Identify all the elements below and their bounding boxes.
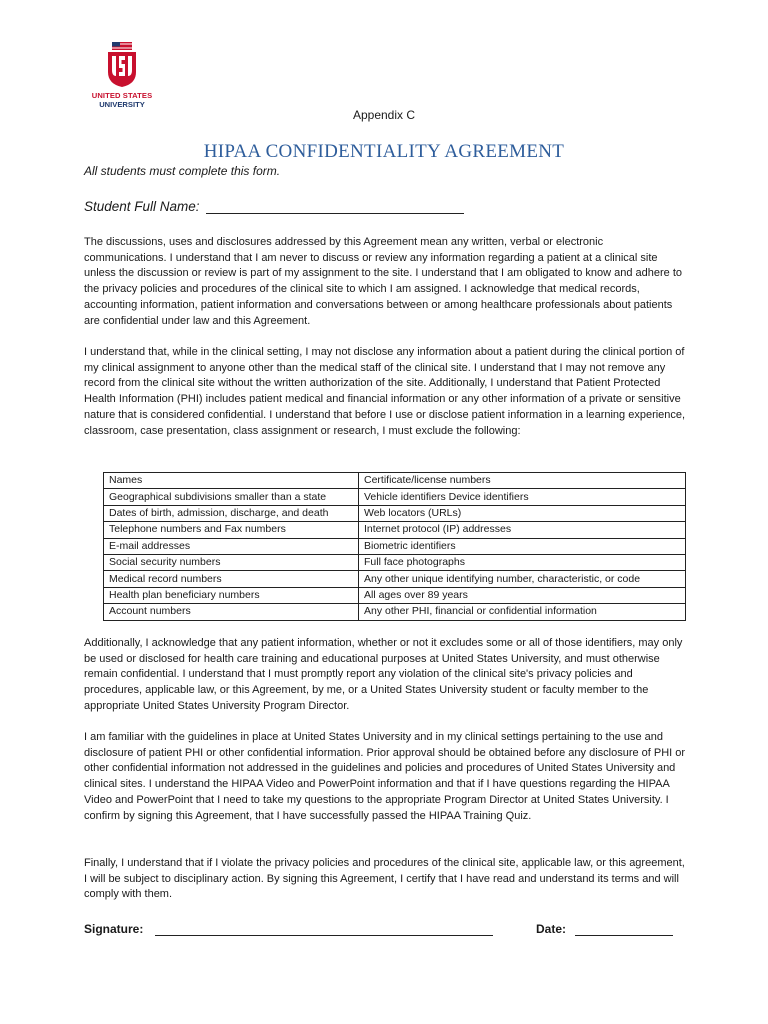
table-cell-identifier-left: Dates of birth, admission, discharge, and death [104,505,359,521]
table-cell-identifier-right: All ages over 89 years [359,587,686,603]
paragraph-disciplinary: Finally, I understand that if I violate the privacy policies and procedures of the clinical site, applicable law, or this agreement, I will be subject to disciplinary action. By signing this Agreement, I certify that I have read and understand its terms and will comply with them. [84,857,685,901]
table-cell-identifier-right: Certificate/license numbers [359,473,686,489]
table-row [104,538,686,554]
table-cell-identifier-right: Internet protocol (IP) addresses [359,522,686,538]
table-row [104,489,686,505]
table-row [104,554,686,570]
table-cell-identifier-right: Full face photographs [359,554,686,570]
page-title: HIPAA CONFIDENTIALITY AGREEMENT [203,141,565,162]
date-field[interactable] [575,921,673,936]
phi-identifiers-table [103,472,686,621]
date-row [536,921,673,936]
table-row [104,505,686,521]
usu-shield-icon [106,42,138,88]
signature-label: Signature: [84,922,144,936]
table-cell-identifier-left: Names [104,473,359,489]
table-row [104,604,686,620]
appendix-label: Appendix C [352,108,416,122]
table-cell-identifier-right: Vehicle identifiers Device identifiers [359,489,686,505]
table-cell-identifier-left: Health plan beneficiary numbers [104,587,359,603]
paragraph-acknowledgement: Additionally, I acknowledge that any patient information, whether or not it excludes some or all of those identifiers, may only be used or disclosed for health care training and educational purposes at United States University, and must otherwise remain confidential. I understand that I must promptly report any violation of the clinical site's privacy policies and procedures, applicable law, or this Agreement, by me, or a United States University student or faculty member to the appropriate United States University Program Director. [84,637,683,712]
logo-text-university: UNIVERSITY [99,100,145,109]
table-cell-identifier-left: E-mail addresses [104,538,359,554]
table-row [104,587,686,603]
signature-row [84,921,493,936]
table-cell-identifier-left: Geographical subdivisions smaller than a state [104,489,359,505]
signature-field[interactable] [155,921,493,936]
table-cell-identifier-left: Medical record numbers [104,571,359,587]
table-row [104,571,686,587]
table-row [104,473,686,489]
form-instruction: All students must complete this form. [84,164,281,178]
table-cell-identifier-left: Telephone numbers and Fax numbers [104,522,359,538]
student-name-row [84,199,464,214]
paragraph-clinical-setting: I understand that, while in the clinical setting, I may not disclose any information about a patient during the clinical portion of my clinical assignment to anyone other than the medical staff of the clinical site. I understand that I may not remove any record from the clinical site without the written authorization of the site. Additionally, I understand that Patient Protected Health Information (PHI) includes patient medical and financial information or any other information of a private or sensitive nature that is considered confidential. I understand that before I use or disclose patient information in a learning experience, classroom, case presentation, class assignment or research, I must exclude the following: [84,346,686,437]
paragraph-guidelines: I am familiar with the guidelines in place at United States University and in my clinical settings pertaining to the use and disclosure of patient PHI or other confidential information. Prior approval should be obtained before any disclosure of PHI or other confidential information not addressed in the guidelines and policies and procedures of United States University and clinical sites. I understand the HIPAA Video and PowerPoint information and that if I have questions regarding the HIPAA Video and PowerPoint that I need to take my questions to the appropriate Program Director at United States University. I confirm by signing this Agreement, that I have successfully passed the HIPAA Training Quiz. [84,731,686,822]
table-cell-identifier-right: Web locators (URLs) [359,505,686,521]
university-logo [84,42,160,112]
paragraph-disclosures: The discussions, uses and disclosures addressed by this Agreement mean any written, verbal or electronic communications. I understand that I am never to discuss or review any information regarding a patient at a clinical site unless the discussion or review is part of my assignment to the site. I understand that I am obligated to know and adhere to the privacy policies and procedures of the clinical site to which I am assigned. I acknowledge that medical records, accounting information, patient information and conversations between or among healthcare professionals about patients are confidential under law and this Agreement. [84,236,682,327]
student-name-field[interactable] [206,199,464,214]
table-cell-identifier-right: Any other PHI, financial or confidential information [359,604,686,620]
table-cell-identifier-right: Biometric identifiers [359,538,686,554]
logo-text-united-states: UNITED STATES [91,91,153,100]
table-cell-identifier-left: Social security numbers [104,554,359,570]
student-name-label: Student Full Name: [84,199,200,214]
table-cell-identifier-left: Account numbers [104,604,359,620]
date-label: Date: [536,922,567,936]
table-cell-identifier-right: Any other unique identifying number, characteristic, or code [359,571,686,587]
table-row [104,522,686,538]
